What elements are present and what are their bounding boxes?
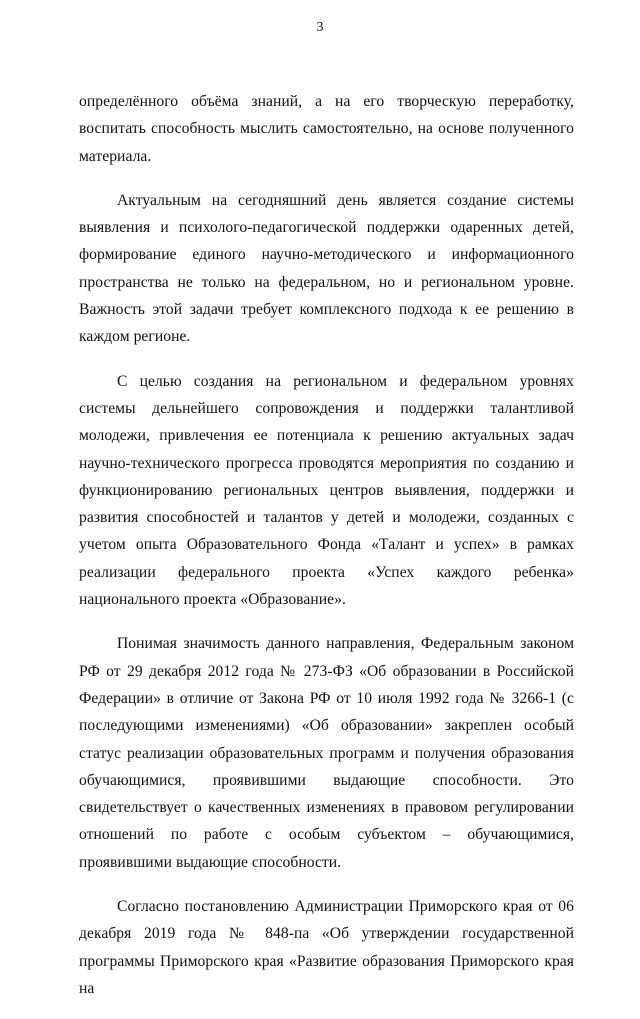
paragraph-regional-centers: С целью создания на региональном и федеральном уровнях системы дельнейшего сопровождения и поддержки талантливой молодежи, привлечения ее потенциала к решению актуальных задач научно-технического прогресса проводятся мероприятия по созданию и функционированию региональных центров выявления, поддержки и развития способностей и талантов у детей и молодежи, созданных с учетом опыта Образовательного Фонда «Талант и успех» в рамках реализации федерального проекта «Успех каждого ребенка» национального проекта «Образование». [79, 372, 574, 609]
paragraph-resolution: Согласно постановлению Администрации Приморского края от 06 декабря 2019 года № 848-па «Об утверждении государственной программы Приморского края «Развитие образования Приморского края на [79, 898, 574, 997]
paragraph-continuation: определённого объёма знаний, а на его творческую переработку, воспитать способность мыслить самостоятельно, на основе полученного материала. [79, 93, 574, 165]
paragraph-federal-law: Понимая значимость данного направления, Федеральным законом РФ от 29 декабря 2012 года № 273-ФЗ «Об образовании в Российской Федерации» в отличие от Закона РФ от 10 июля 1992 года № 3266-1 (с последующими изменениями) «Об образовании» закреплен особый статус реализации образовательных программ и получения образования обучающимися, проявившими выдающие способности. Это свидетельствует о качественных изменениях в правовом регулировании отношений по работе с особым субъектом – обучающимися, проявившими выдающие способности. [79, 635, 574, 871]
page-number: 3 [316, 20, 324, 35]
document-body [79, 88, 574, 1019]
paragraph-system-support: Актуальным на сегодняшний день является создание системы выявления и психолого-педагогической поддержки одаренных детей, формирование единого научно-методического и информационного пространства не только на федеральном, но и региональном уровне. Важность этой задачи требует комплексного подхода к ее решению в каждом регионе. [79, 191, 574, 346]
